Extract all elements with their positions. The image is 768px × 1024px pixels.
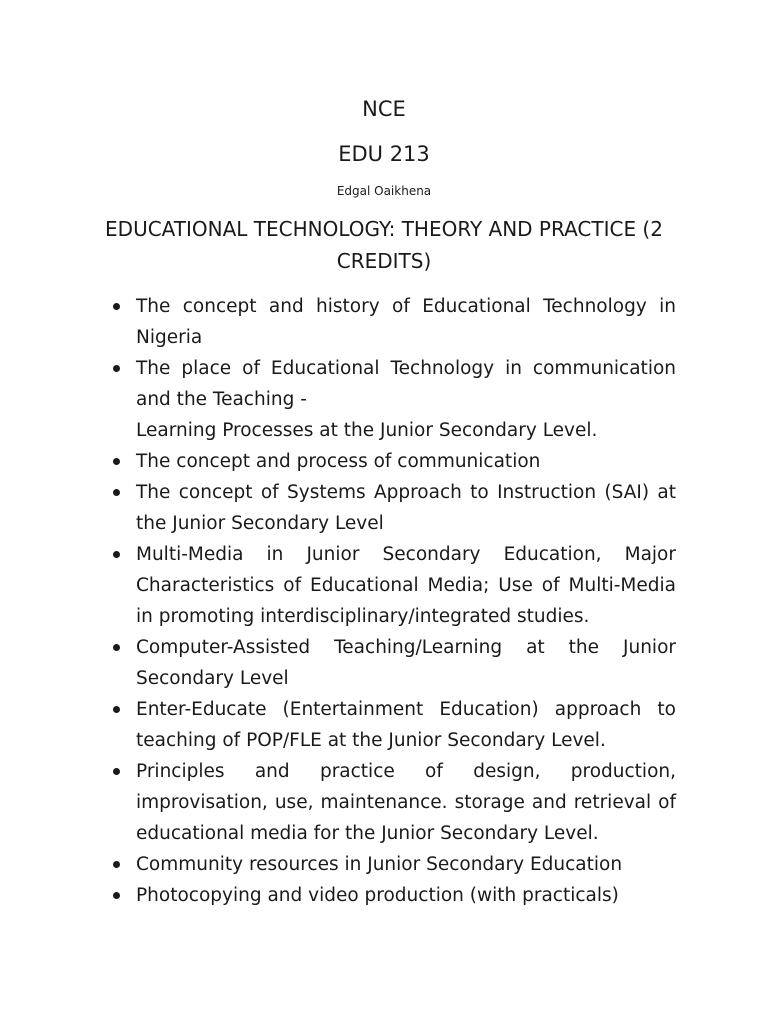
course-code-heading: EDU 213	[338, 142, 430, 166]
course-title: EDUCATIONAL TECHNOLOGY: THEORY AND PRACTICE (2 CREDITS)	[105, 217, 663, 273]
bullet-icon	[113, 768, 120, 775]
bullet-icon	[113, 892, 120, 899]
bullet-icon	[113, 551, 120, 558]
topic-text: Enter-Educate (Entertainment Education) approach to teaching of POP/FLE at the Junior Secondary Level.	[136, 699, 676, 751]
list-item	[110, 539, 676, 632]
list-item	[110, 632, 676, 694]
list-item	[110, 353, 676, 446]
topic-text: Principles and practice of design, production, improvisation, use, maintenance. storage and retrieval of educational media for the Junior Secondary Level.	[136, 761, 676, 844]
topic-text: Computer-Assisted Teaching/Learning at the Junior Secondary Level	[136, 637, 676, 689]
list-item	[110, 756, 676, 849]
topic-text: The concept of Systems Approach to Instruction (SAI) at the Junior Secondary Level	[136, 482, 676, 534]
bullet-icon	[113, 489, 120, 496]
list-item	[110, 291, 676, 353]
topic-text: Multi-Media in Junior Secondary Education, Major Characteristics of Educational Media; Use of Multi-Media in promoting interdisciplinary/integrated studies.	[136, 544, 676, 627]
list-item	[110, 446, 676, 477]
topic-text: The concept and process of communication	[136, 451, 541, 472]
topic-text: Community resources in Junior Secondary Education	[136, 854, 623, 875]
topic-text: Photocopying and video production (with practicals)	[136, 885, 619, 906]
list-item	[110, 849, 676, 880]
program-heading: NCE	[362, 97, 406, 121]
topic-list	[110, 291, 676, 911]
bullet-icon	[113, 644, 120, 651]
author-name: Edgal Oaikhena	[336, 184, 432, 198]
bullet-icon	[113, 303, 120, 310]
bullet-icon	[113, 706, 120, 713]
bullet-icon	[113, 861, 120, 868]
list-item	[110, 694, 676, 756]
topic-continuation: Learning Processes at the Junior Secondary Level.	[136, 420, 598, 441]
bullet-icon	[113, 365, 120, 372]
list-item	[110, 477, 676, 539]
bullet-icon	[113, 458, 120, 465]
topic-text: The place of Educational Technology in communication and the Teaching -	[136, 358, 676, 410]
topic-text: The concept and history of Educational Technology in Nigeria	[136, 296, 676, 348]
list-item	[110, 880, 676, 911]
